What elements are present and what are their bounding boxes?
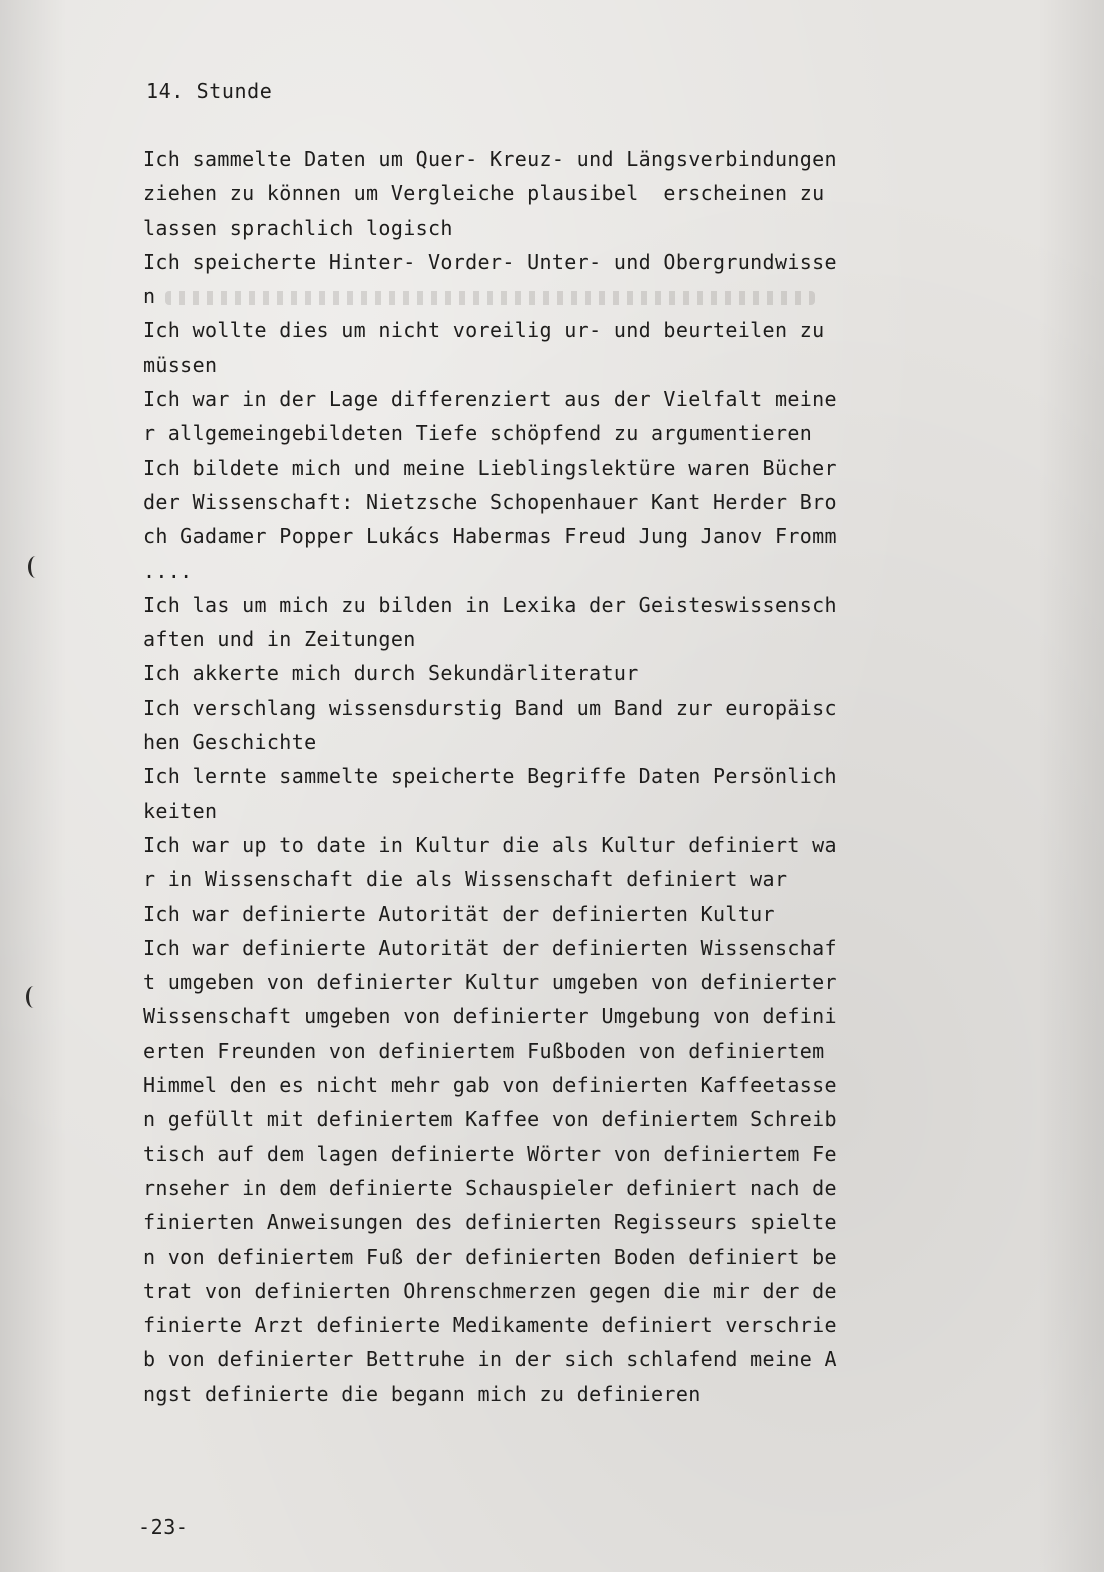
text-line: [143, 656, 943, 690]
text-line-content: Ich war up to date in Kultur die als Kultur definiert wa: [143, 832, 837, 857]
text-line-content: n von definiertem Fuß der definierten Boden definiert be: [143, 1244, 837, 1269]
text-line-content: Ich akkerte mich durch Sekundärliteratur: [143, 661, 639, 686]
text-line-content: ....: [143, 558, 193, 583]
text-line-content: Ich verschlang wissensdurstig Band um Band zur europäisc: [143, 695, 837, 720]
text-line-content: Ich speicherte Hinter- Vorder- Unter- und Obergrundwisse: [143, 249, 837, 274]
text-line-content: Ich las um mich zu bilden in Lexika der Geisteswissensch: [143, 592, 837, 617]
text-line: [143, 348, 943, 382]
text-line: [143, 554, 943, 588]
text-line: [143, 416, 943, 450]
text-line-content: ziehen zu können um Vergleiche plausibel erscheinen zu: [143, 181, 825, 206]
text-line-content: keiten: [143, 798, 218, 823]
text-line-content: Ich lernte sammelte speicherte Begriffe Daten Persönlich: [143, 764, 837, 789]
text-line: [143, 691, 943, 725]
text-line: [143, 931, 943, 965]
text-line: [143, 485, 943, 519]
text-line: [143, 1068, 943, 1102]
text-line-content: r in Wissenschaft die als Wissenschaft definiert war: [143, 867, 788, 892]
text-line-content: b von definierter Bettruhe in der sich schlafend meine A: [143, 1347, 837, 1372]
text-line: [143, 897, 943, 931]
text-line-content: r allgemeingebildeten Tiefe schöpfend zu argumentieren: [143, 421, 813, 446]
text-line-content: Ich war in der Lage differenziert aus der Vielfalt meine: [143, 387, 837, 412]
text-line-content: ch Gadamer Popper Lukács Habermas Freud Jung Janov Fromm: [143, 524, 837, 549]
text-line: [143, 1205, 943, 1239]
text-line: [143, 862, 943, 896]
text-line-content: Himmel den es nicht mehr gab von definierten Kaffeetasse: [143, 1073, 837, 1098]
text-line-content: trat von definierten Ohrenschmerzen gegen die mir der de: [143, 1278, 837, 1303]
text-line: [143, 1377, 943, 1411]
page-number: -23-: [138, 1515, 189, 1539]
text-line: [143, 1342, 943, 1376]
punch-hole-mark: [28, 556, 43, 578]
text-line: [143, 211, 943, 245]
text-line: [143, 759, 943, 793]
text-line: [143, 176, 943, 210]
text-line: [143, 725, 943, 759]
text-line: [143, 382, 943, 416]
text-line: [143, 828, 943, 862]
text-line: [143, 1034, 943, 1068]
page-heading: 14. Stunde: [146, 79, 273, 103]
text-line: [143, 1171, 943, 1205]
text-line-content: Ich bildete mich und meine Lieblingslektüre waren Bücher: [143, 455, 837, 480]
text-line: [143, 794, 943, 828]
erased-text-smudge: [165, 291, 815, 305]
text-line: [143, 588, 943, 622]
text-line: [143, 142, 943, 176]
text-line: [143, 622, 943, 656]
text-line-content: Ich wollte dies um nicht voreilig ur- und beurteilen zu: [143, 318, 825, 343]
text-line-content: der Wissenschaft: Nietzsche Schopenhauer Kant Herder Bro: [143, 489, 837, 514]
body-text: [143, 142, 943, 1411]
text-line: [143, 519, 943, 553]
text-line: [143, 965, 943, 999]
text-line-content: Ich war definierte Autorität der definierten Wissenschaf: [143, 935, 837, 960]
text-line: [143, 313, 943, 347]
text-line-content: Ich war definierte Autorität der definierten Kultur: [143, 901, 775, 926]
punch-hole-mark: [26, 986, 41, 1008]
text-line: [143, 245, 943, 279]
text-line-content: aften und in Zeitungen: [143, 627, 416, 652]
text-line-content: Wissenschaft umgeben von definierter Umgebung von defini: [143, 1004, 837, 1029]
text-line: [143, 279, 943, 313]
text-line-content: n: [143, 284, 156, 309]
text-line-content: ngst definierte die begann mich zu definieren: [143, 1381, 701, 1406]
text-line-content: erten Freunden von definiertem Fußboden von definiertem: [143, 1038, 825, 1063]
text-line-content: rnseher in dem definierte Schauspieler definiert nach de: [143, 1175, 837, 1200]
text-line: [143, 1240, 943, 1274]
text-line-content: hen Geschichte: [143, 730, 317, 755]
text-line-content: finierten Anweisungen des definierten Regisseurs spielte: [143, 1210, 837, 1235]
text-line: [143, 999, 943, 1033]
text-line-content: tisch auf dem lagen definierte Wörter von definiertem Fe: [143, 1141, 837, 1166]
text-line: [143, 1102, 943, 1136]
text-line-content: n gefüllt mit definiertem Kaffee von definiertem Schreib: [143, 1107, 837, 1132]
text-line: [143, 451, 943, 485]
text-line-content: lassen sprachlich logisch: [143, 215, 453, 240]
text-line-content: t umgeben von definierter Kultur umgeben von definierter: [143, 970, 837, 995]
text-line: [143, 1137, 943, 1171]
text-line-content: müssen: [143, 352, 218, 377]
text-line: [143, 1274, 943, 1308]
text-line-content: finierte Arzt definierte Medikamente definiert verschrie: [143, 1313, 837, 1338]
text-line: [143, 1308, 943, 1342]
text-line-content: Ich sammelte Daten um Quer- Kreuz- und Längsverbindungen: [143, 147, 837, 171]
